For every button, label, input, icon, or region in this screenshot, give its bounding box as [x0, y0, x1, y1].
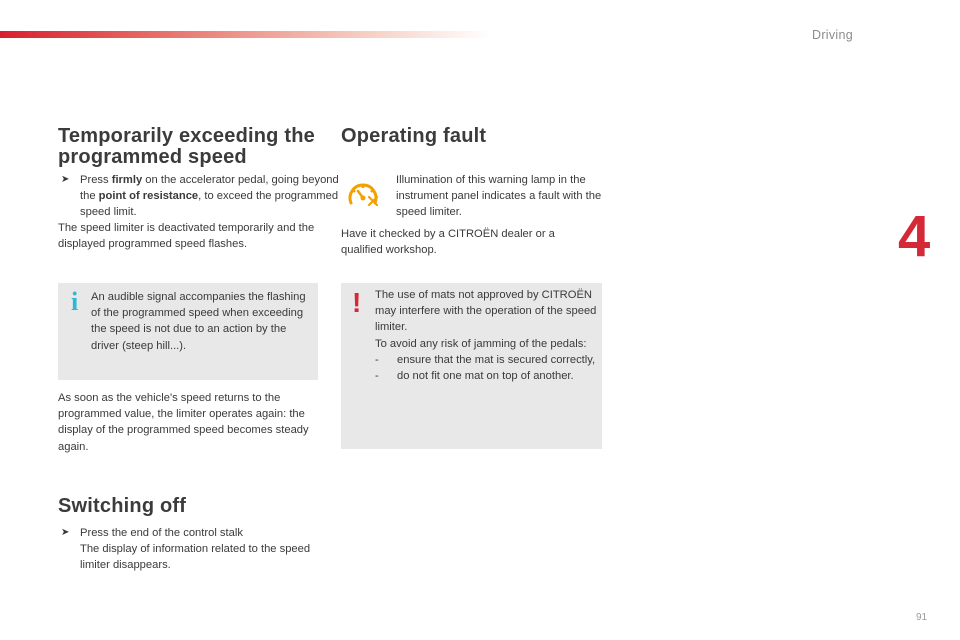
page-number: 91	[916, 612, 928, 623]
operating-fault-heading: Operating fault	[341, 125, 487, 147]
warning-item-1: ensure that the mat is secured correctly,	[397, 353, 596, 366]
speed-limiter-warning-icon	[343, 177, 383, 211]
arrow-right-icon: ➤	[61, 174, 70, 185]
bullet-text-post: , to exceed the programmed speed limit.	[80, 190, 339, 219]
list-item: - ensure that the mat is secured correctly,	[375, 353, 596, 366]
temporary-exceed-paragraph: The speed limiter is deactivated temporarily and the displayed programmed speed flashes.	[58, 222, 315, 251]
section-label: Driving	[812, 28, 853, 42]
bullet-bold-resistance: point of resistance	[98, 190, 199, 203]
bullet-text-mid: on the accelerator pedal, going beyond the	[80, 174, 339, 203]
warning-item-2: do not fit one mat on top of another.	[397, 370, 574, 383]
warning-box-content	[375, 287, 597, 384]
warning-line2: To avoid any risk of jamming of the pedals:	[375, 337, 587, 350]
info-box	[58, 283, 318, 380]
header-accent-bar	[0, 31, 490, 38]
bullet-text-pre: Press	[80, 174, 112, 186]
info-icon: i	[71, 287, 79, 316]
warning-lamp-text: Illumination of this warning lamp in the instrument panel indicates a fault with the speed limiter.	[396, 174, 602, 219]
temporary-exceed-bullet	[58, 172, 340, 221]
arrow-right-icon: ➤	[61, 527, 70, 538]
warning-line1: The use of mats not approved by CITROËN may interfere with the operation of the speed limiter.	[375, 289, 597, 334]
check-dealer-paragraph: Have it checked by a CITROËN dealer or a qualified workshop.	[341, 228, 555, 257]
switching-off-bullet	[58, 525, 342, 574]
switching-off-line2: The display of information related to the speed limiter disappears.	[80, 543, 311, 572]
list-item: - do not fit one mat on top of another.	[375, 370, 574, 383]
speed-return-paragraph: As soon as the vehicle's speed returns to the programmed value, the limiter operates again: the display of the programmed speed becomes steady again.	[58, 392, 309, 453]
switching-off-line1: Press the end of the control stalk	[80, 527, 243, 539]
info-box-text: An audible signal accompanies the flashing of the programmed speed when exceeding the speed is not due to an action by the driver (steep hill...).	[91, 291, 306, 352]
exclamation-icon: !	[352, 287, 362, 318]
bullet-bold-firmly: firmly	[111, 174, 143, 186]
chapter-number: 4	[898, 204, 931, 269]
temporary-exceed-heading: Temporarily exceeding the programmed speed	[58, 125, 315, 168]
warning-box	[341, 283, 602, 449]
warning-list	[375, 352, 597, 384]
switching-off-heading: Switching off	[58, 495, 187, 517]
